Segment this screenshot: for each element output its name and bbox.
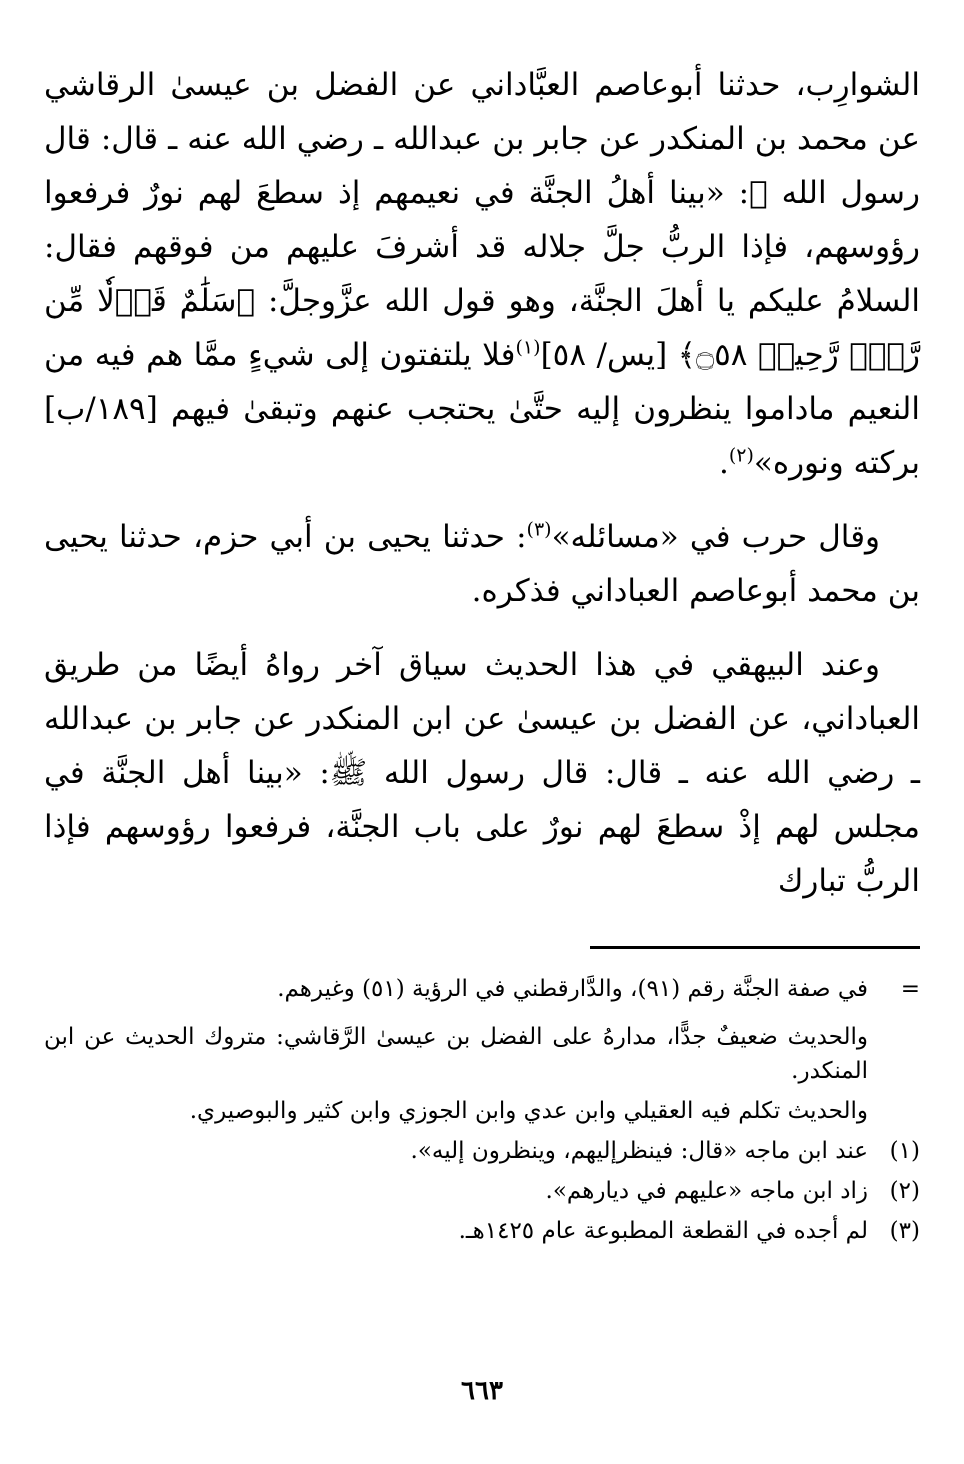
- footnote-continuation: [44, 972, 920, 1006]
- continuation-mark: =: [900, 976, 920, 1002]
- paragraph-text: وقال حرب في «مسائله»: [551, 519, 881, 555]
- footnote-paragraph: والحديث ضعيفٌ جدًّا، مدارهُ على الفضل بن عيسىٰ الرَّقاشي: متروك الحديث عن ابن المنكدر.: [44, 1024, 868, 1084]
- footnote-divider: [590, 946, 920, 949]
- paragraph-text: .: [718, 445, 729, 481]
- main-text: [44, 58, 920, 908]
- footnote-number: (٢): [889, 1178, 920, 1204]
- footnote-number: (٣): [889, 1218, 920, 1244]
- footnote-item: [44, 1174, 920, 1208]
- paragraph-text: الشوارِب، حدثنا أبوعاصم العبَّاداني عن الفضل بن عيسىٰ الرقاشي عن محمد بن المنكدر عن جابر بن عبدالله ـ رضي الله عنه ـ قال: قال رسول الله ﷺ: «بينا أهلُ الجنَّة في نعيمهم إذ سطعَ لهم نورٌ فرفعوا رؤوسهم، فإذا الربُّ جلَّ جلاله قد أشرفَ عليهم من فوقهم فقال: السلامُ عليكم يا أهلَ الجنَّة، وهو قول الله عزَّوجلَّ: ﴿سَلَٰمٌ قَوۡلٗا مِّن رَّبّٖ رَّحِيمٖ ۝٥٨﴾ [يس/ ٥٨]: [44, 67, 921, 373]
- footnote-text: عند ابن ماجه «قال: فينظرإليهم، وينظرون إليه».: [410, 1138, 868, 1164]
- book-page: [44, 58, 920, 1464]
- main-paragraph: [44, 510, 920, 618]
- footnote-number: (١): [889, 1138, 920, 1164]
- footnotes: [44, 972, 920, 1254]
- footnote-reference: (٣): [526, 518, 552, 541]
- main-paragraph: [44, 638, 920, 908]
- footnote-reference: (٢): [728, 444, 754, 467]
- footnote-item: [44, 1134, 920, 1168]
- paragraph-text: وعند البيهقي في هذا الحديث سياق آخر رواهُ أيضًا من طريق العباداني، عن الفضل بن عيسىٰ عن ابن المنكدر عن جابر بن عبدالله ـ رضي الله عنه ـ قال: قال رسول الله ﷺ: «بينا أهل الجنَّة في مجلس لهم إذْ سطعَ لهم نورٌ على باب الجنَّة، فرفعوا رؤوسهم فإذا الربُّ تبارك: [44, 647, 920, 899]
- page-number: ٦٦٣: [461, 1376, 503, 1406]
- footnote-text: زاد ابن ماجه «عليهم في ديارهم».: [545, 1178, 868, 1204]
- footnote-text: لم أجده في القطعة المطبوعة عام ١٤٢٥هـ.: [458, 1218, 868, 1244]
- footnote-text: في صفة الجنَّة رقم (٩١)، والدَّارقطني في الرؤية (٥١) وغيرهم.: [277, 976, 868, 1002]
- paragraph-text: : حدثنا يحيى بن أبي حزم، حدثنا يحيى بن محمد أبوعاصم العباداني فذكره.: [44, 519, 920, 609]
- paragraph-text: فلا يلتفتون إلى شيءٍ ممَّا هم فيه من النعيم ماداموا ينظرون إليه حتَّىٰ يحتجب عنهم وتبقىٰ فيهم [١٨٩/ب] بركته ونوره»: [44, 337, 920, 481]
- footnote-item: [44, 1214, 920, 1248]
- footnote-reference: (١): [515, 336, 541, 359]
- footnote-paragraph: والحديث تكلم فيه العقيلي وابن عدي وابن الجوزي وابن كثير والبوصيري.: [189, 1098, 868, 1124]
- main-paragraph: [44, 58, 920, 490]
